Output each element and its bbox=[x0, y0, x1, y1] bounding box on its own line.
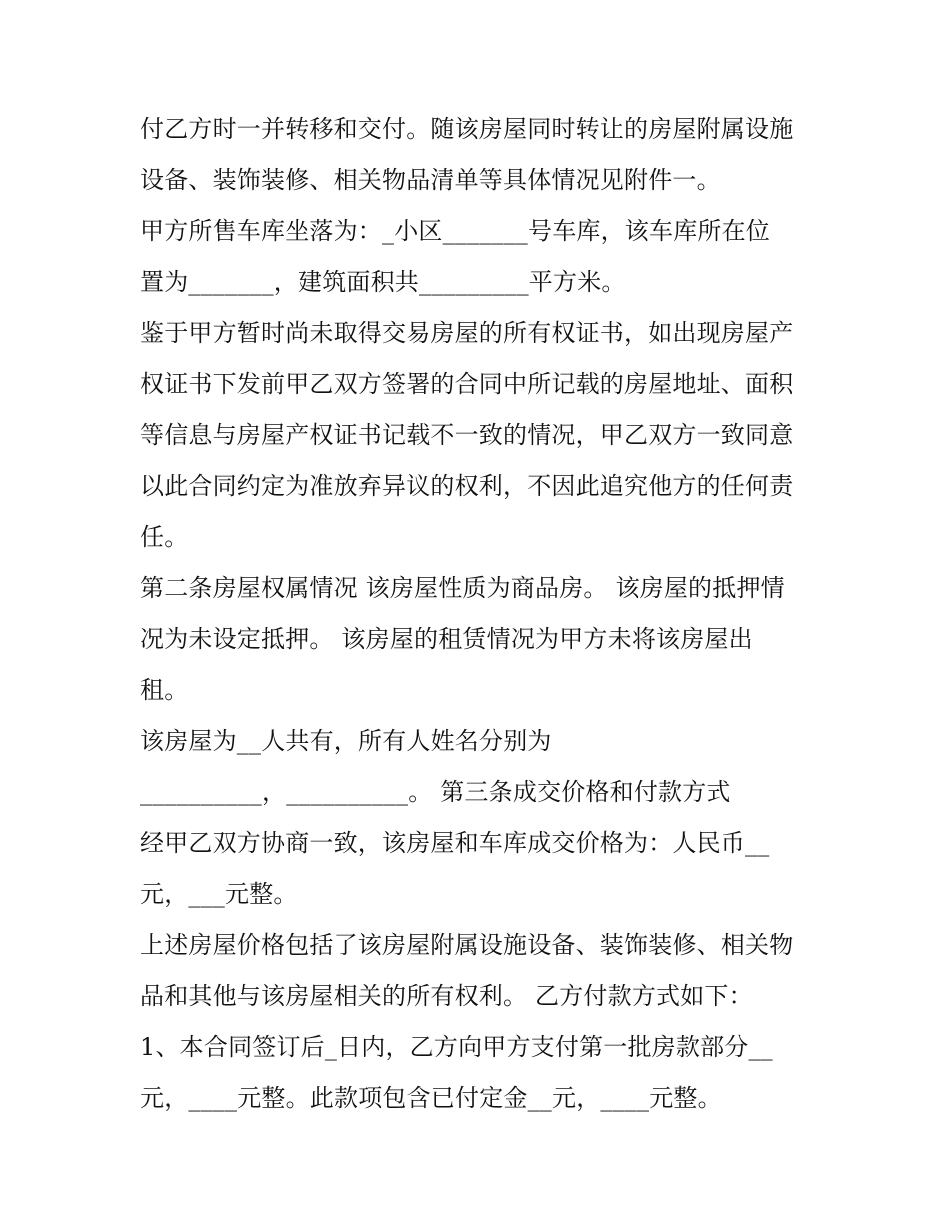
text-line: 等信息与房屋产权证书记载不一致的情况，甲乙双方一致同意 bbox=[140, 421, 794, 449]
text-line: 租。 bbox=[140, 676, 189, 704]
text-line: 甲方所售车库坐落为：_小区_______号车库，该车库所在位 bbox=[140, 217, 770, 245]
text-line: 品和其他与该房屋相关的所有权利。 乙方付款方式如下： bbox=[140, 982, 753, 1010]
text-line: 以此合同约定为准放弃异议的权利，不因此追究他方的任何责 bbox=[140, 472, 794, 500]
text-line: 鉴于甲方暂时尚未取得交易房屋的所有权证书，如出现房屋产 bbox=[140, 319, 794, 347]
text-line: 付乙方时一并转移和交付。随该房屋同时转让的房屋附属设施 bbox=[140, 115, 794, 143]
text-line: 上述房屋价格包括了该房屋附属设施设备、装饰装修、相关物 bbox=[140, 931, 794, 959]
text-line: 元，____元整。此款项包含已付定金__元，____元整。 bbox=[140, 1084, 722, 1112]
text-line: 权证书下发前甲乙双方签署的合同中所记载的房屋地址、面积 bbox=[140, 370, 794, 398]
text-line: 经甲乙双方协商一致，该房屋和车库成交价格为：人民币__ bbox=[140, 829, 770, 857]
text-line: 设备、装饰装修、相关物品清单等具体情况见附件一。 bbox=[140, 166, 721, 194]
text-line: __________，__________。 第三条成交价格和付款方式 bbox=[140, 778, 731, 806]
text-line: 1、本合同签订后_日内，乙方向甲方支付第一批房款部分__ bbox=[140, 1033, 773, 1061]
text-line: 第二条房屋权属情况 该房屋性质为商品房。 该房屋的抵押情 bbox=[140, 574, 785, 602]
contract-text-body bbox=[140, 104, 840, 1124]
text-line: 置为_______，建筑面积共_________平方米。 bbox=[140, 268, 626, 296]
text-line: 元，___元整。 bbox=[140, 880, 298, 908]
text-line: 况为未设定抵押。 该房屋的租赁情况为甲方未将该房屋出 bbox=[140, 625, 753, 653]
text-line: 该房屋为__人共有，所有人姓名分别为 bbox=[140, 727, 552, 755]
text-line: 任。 bbox=[140, 523, 189, 551]
